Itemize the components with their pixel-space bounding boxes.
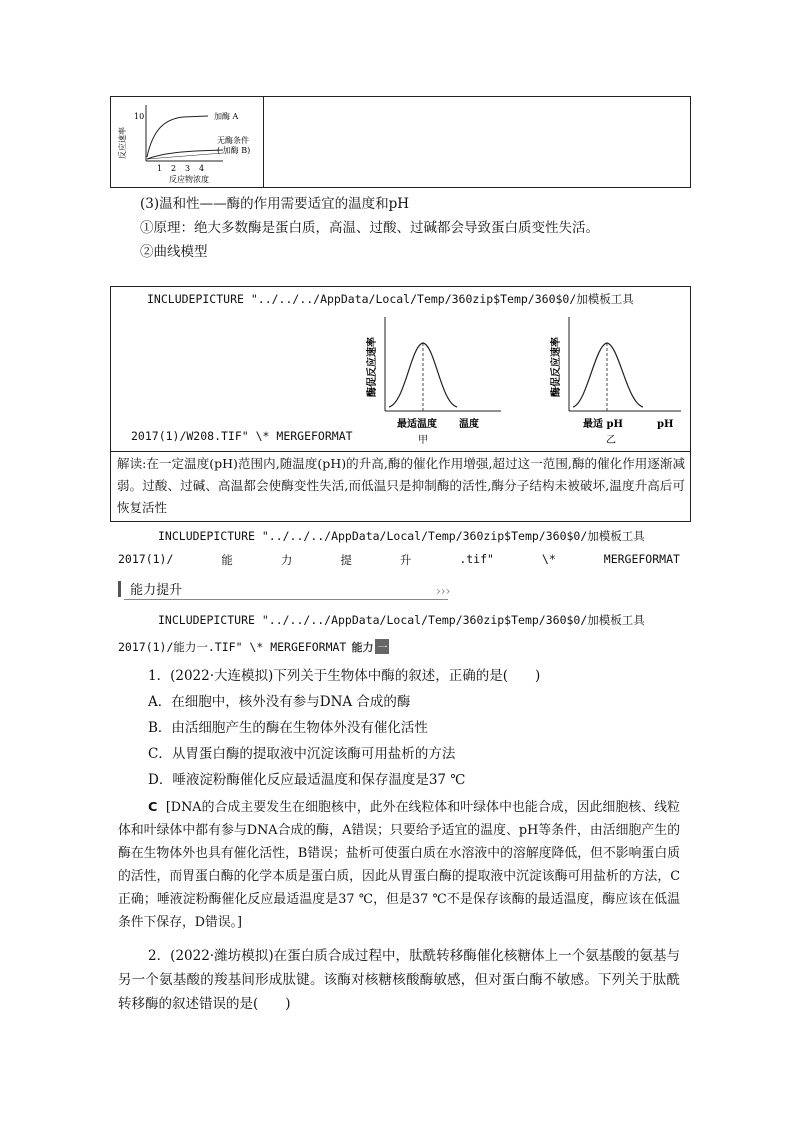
include2-part: 力 <box>280 553 293 567</box>
figure-divider <box>111 451 690 452</box>
q1-explanation-block <box>118 796 680 934</box>
x-tick: 4 <box>199 164 205 173</box>
top-table-divider <box>263 97 264 187</box>
chart-xlabel: 反应物浓度 <box>169 175 209 184</box>
q1-stem: 1．(2022·大连模拟)下列关于生物体中酶的叙述，正确的是( ) <box>148 668 541 684</box>
chart-jia-caption: 甲 <box>418 435 428 446</box>
include3-line1: INCLUDEPICTURE "../../../AppData/Local/Temp/360zip$Temp/360$0/加模板工具 <box>158 613 645 627</box>
temperature-curve-chart <box>361 315 501 449</box>
chart-yi-caption: 乙 <box>606 435 616 446</box>
ability-header-text: 能力提升 <box>130 583 183 598</box>
include2-part: \* <box>541 552 556 566</box>
q1-explanation: [DNA的合成主要发生在细胞核中，此外在线粒体和叶绿体中也能合成，因此细胞核、线粒体和叶绿体中都有参与DNA合成的酶，A错误；只要给予适宜的温度、pH等条件，由活细胞产生的酶在生物体外也具有催化活性，B错误；盐析可使蛋白质在水溶液中的溶解度降低，但不影响蛋白质的活性，而胃蛋白酶的化学本质是蛋白质，因此从胃蛋白酶的提取液中沉淀该酶可用盐析的方法，C正确；唾液淀粉酶催化反应最适温度是37 ℃，但是37 ℃不是保存该酶的最适温度，酶应该在低温条件下保存，D错误。] <box>118 800 680 930</box>
ability-header <box>118 578 451 600</box>
top-table <box>110 96 691 188</box>
section3-principle: ①原理：绝大多数酶是蛋白质，高温、过酸、过碱都会导致蛋白质变性失活。 <box>140 220 599 236</box>
curve-b-label-2: ( 加酶 B) <box>217 146 251 155</box>
include3-line2-row <box>118 636 389 655</box>
include2-part: MERGEFORMAT <box>603 552 680 566</box>
section3-model: ②曲线模型 <box>140 244 208 260</box>
chart-yi-xlabel: pH <box>657 419 674 430</box>
chart-jia-xlabel: 温度 <box>459 419 479 430</box>
chart-yi-ylabel: 酶促反应速率 <box>551 337 562 397</box>
include2-part: 升 <box>399 553 412 567</box>
include2-part: 2017(1)/ <box>118 552 174 566</box>
q1-option: C．从胃蛋白酶的提取液中沉淀该酶可用盐析的方法 <box>148 746 456 762</box>
q1-answer: C <box>148 800 158 815</box>
ph-curve-chart <box>545 315 685 449</box>
ability-badge-label: 能力 <box>351 641 374 654</box>
section3-title: (3)温和性——酶的作用需要适宜的温度和pH <box>140 196 410 212</box>
ability-badge-number: 一 <box>375 639 389 654</box>
chart-ytick: 10 <box>134 112 145 121</box>
curve-b-label-1: 无酶条件 <box>217 136 249 145</box>
chart-ylabel: 反应速率 <box>118 127 127 159</box>
include-line1: INCLUDEPICTURE "../../../AppData/Local/Temp/360zip$Temp/360$0/加模板工具 <box>147 292 634 306</box>
include2-line2 <box>118 552 680 568</box>
enzyme-efficiency-chart <box>113 99 263 187</box>
include2-line1: INCLUDEPICTURE "../../../AppData/Local/Temp/360zip$Temp/360$0/加模板工具 <box>158 529 645 543</box>
include2-part: .tif" <box>459 552 494 566</box>
chart-yi-xmark: 最适 pH <box>583 419 623 430</box>
q1-option: D．唾液淀粉酶催化反应最适温度和保存温度是37 ℃ <box>148 772 466 788</box>
header-bar-icon <box>118 581 121 597</box>
figure-explanation: 解读:在一定温度(pH)范围内,随温度(pH)的升高,酶的催化作用增强,超过这一范围,酶的催化作用逐渐减弱。过酸、过碱、高温都会使酶变性失活,而低温只是抑制酶的活性,酶分子结构未被破坏,温度升高后可恢复活性 <box>117 456 685 515</box>
q1-option: B．由活细胞产生的酶在生物体外没有催化活性 <box>148 720 428 736</box>
q2-stem: 2．(2022·潍坊模拟)在蛋白质合成过程中，肽酰转移酶催化核糖体上一个氨基酸的氨基与另一个氨基酸的羧基间形成肽键。该酶对核糖核酸酶敏感，但对蛋白酶不敏感。下列关于肽酰转移酶的叙述错误的是( ) <box>118 948 680 1012</box>
figure-table <box>110 286 691 522</box>
curve-a-label: 加酶 A <box>214 112 239 121</box>
chart-jia-ylabel: 酶促反应速率 <box>367 337 378 397</box>
include3-line2: 2017(1)/能力一.TIF" \* MERGEFORMAT <box>118 640 347 654</box>
include-line2: 2017(1)/W208.TIF" \* MERGEFORMAT <box>131 429 353 443</box>
q1-option: A．在细胞中，核外没有参与DNA 合成的酶 <box>148 694 411 710</box>
header-arrows-icon: ››› <box>436 584 451 598</box>
header-underline <box>124 599 448 600</box>
chart-jia-xmark: 最适温度 <box>397 419 437 430</box>
x-tick: 3 <box>185 164 191 173</box>
include2-part: 提 <box>340 553 352 567</box>
x-tick: 2 <box>171 164 177 173</box>
include2-part: 能 <box>221 553 233 567</box>
x-tick: 1 <box>157 164 163 173</box>
